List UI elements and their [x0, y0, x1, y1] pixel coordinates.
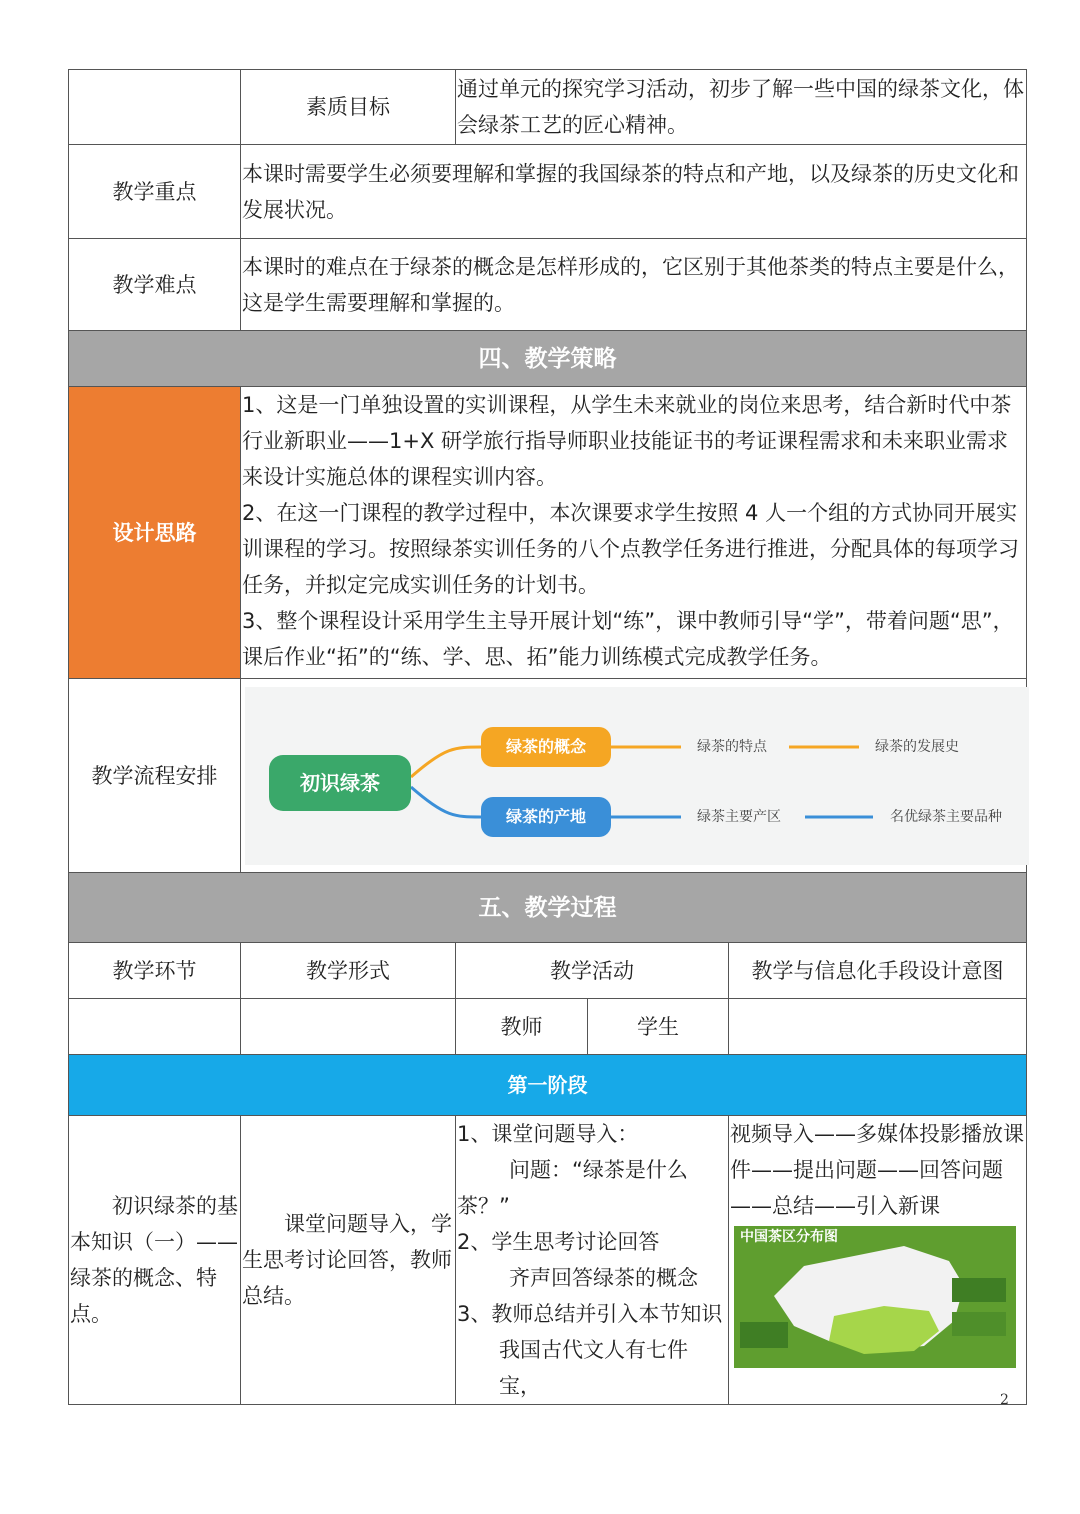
activity-line-3: 2、学生思考讨论回答 [457, 1230, 660, 1254]
quality-goal-row [69, 70, 1027, 145]
map-photo-3 [740, 1322, 788, 1348]
mind-map-root: 初识绿茶 [269, 755, 411, 811]
stage1-row [69, 1055, 1027, 1116]
map-title: 中国茶区分布图 [740, 1229, 838, 1245]
process-header-row [69, 943, 1027, 999]
design-label: 设计思路 [69, 387, 241, 679]
section4-title: 四、教学策略 [69, 331, 1027, 387]
activity-line-6: 我国古代文人有七件宝， [499, 1338, 688, 1398]
header-teaching-link: 教学环节 [69, 943, 241, 999]
intent-text: 视频导入——多媒体投影播放课件——提出问题——回答问题——总结——引入新课 [730, 1122, 1024, 1218]
mind-map [245, 687, 1029, 865]
mind-map-branch-origin: 绿茶的产地 [481, 797, 611, 837]
quality-goal-label: 素质目标 [241, 70, 456, 145]
design-row [69, 387, 1027, 679]
difficulty-text: 本课时的难点在于绿茶的概念是怎样形成的，它区别于其他茶类的特点主要是什么，这是学生需要理解和掌握的。 [241, 239, 1027, 331]
stage1-intent [729, 1116, 1027, 1405]
stage1-content-row [69, 1116, 1027, 1405]
header-teacher: 教师 [456, 999, 588, 1055]
map-graphic [734, 1226, 1016, 1368]
section4-row [69, 331, 1027, 387]
map-photo-2 [952, 1312, 1006, 1336]
mind-map-leaf-features: 绿茶的特点 [697, 738, 767, 755]
stage1-activity [456, 1116, 729, 1405]
stage1-form: 课堂问题导入，学生思考讨论回答，教师总结。 [241, 1116, 456, 1405]
difficulty-row [69, 239, 1027, 331]
flow-row [69, 679, 1027, 873]
quality-goal-text: 通过单元的探究学习活动，初步了解一些中国的绿茶文化，体会绿茶工艺的匠心精神。 [456, 70, 1027, 145]
lesson-plan-page [68, 69, 1026, 1405]
process-subheader-row [69, 999, 1027, 1055]
activity-line-5: 3、教师总结并引入本节知识 [457, 1302, 723, 1326]
china-tea-map [734, 1226, 1016, 1368]
difficulty-label: 教学难点 [69, 239, 241, 331]
page-number: 2 [1000, 1392, 1009, 1408]
lesson-table [68, 69, 1027, 1405]
section5-row [69, 873, 1027, 943]
key-point-text: 本课时需要学生必须要理解和掌握的我国绿茶的特点和产地，以及绿茶的历史文化和发展状况。 [241, 145, 1027, 239]
mind-map-leaf-regions: 绿茶主要产区 [697, 808, 781, 825]
activity-line-4: 齐声回答绿茶的概念 [509, 1266, 698, 1290]
header-teaching-activity: 教学活动 [456, 943, 729, 999]
activity-line-2: 问题：“绿茶是什么茶？” [457, 1158, 688, 1218]
branch-line-top [411, 747, 481, 777]
branch-line-bottom [411, 787, 481, 817]
header-student: 学生 [588, 999, 729, 1055]
design-paragraph-3: 3、整个课程设计采用学生主导开展计划“练”，课中教师引导“学”，带着问题“思”，课后作业“拓”的“练、学、思、拓”能力训练模式完成教学任务。 [242, 609, 1014, 669]
mind-map-leaf-varieties: 名优绿茶主要品种 [890, 808, 1002, 825]
section5-title: 五、教学过程 [69, 873, 1027, 943]
header-design-intent: 教学与信息化手段设计意图 [729, 943, 1027, 999]
activity-line-1: 1、课堂问题导入： [457, 1122, 639, 1146]
mind-map-branch-concept: 绿茶的概念 [481, 727, 611, 767]
key-point-label: 教学重点 [69, 145, 241, 239]
design-paragraph-1: 1、这是一门单独设置的实训课程，从学生未来就业的岗位来思考，结合新时代中茶行业新职业——1+X 研学旅行指导师职业技能证书的考证课程需求和未来职业需求来设计实施总体的课程实训内容。 [242, 393, 1012, 489]
design-text [241, 387, 1027, 679]
stage1-link: 初识绿茶的基本知识（一）——绿茶的概念、特点。 [69, 1116, 241, 1405]
flow-label: 教学流程安排 [69, 679, 241, 873]
stage1-title: 第一阶段 [69, 1055, 1027, 1116]
header-teaching-form: 教学形式 [241, 943, 456, 999]
design-paragraph-2: 2、在这一门课程的教学过程中，本次课要求学生按照 4 人一个组的方式协同开展实训课程的学习。按照绿茶实训任务的八个点教学任务进行推进，分配具体的每项学习任务，并拟定完成实训任务的计划书。 [242, 501, 1019, 597]
map-photo-1 [952, 1278, 1006, 1302]
key-point-row [69, 145, 1027, 239]
mind-map-leaf-history: 绿茶的发展史 [875, 738, 959, 755]
flow-cell [241, 679, 1027, 873]
